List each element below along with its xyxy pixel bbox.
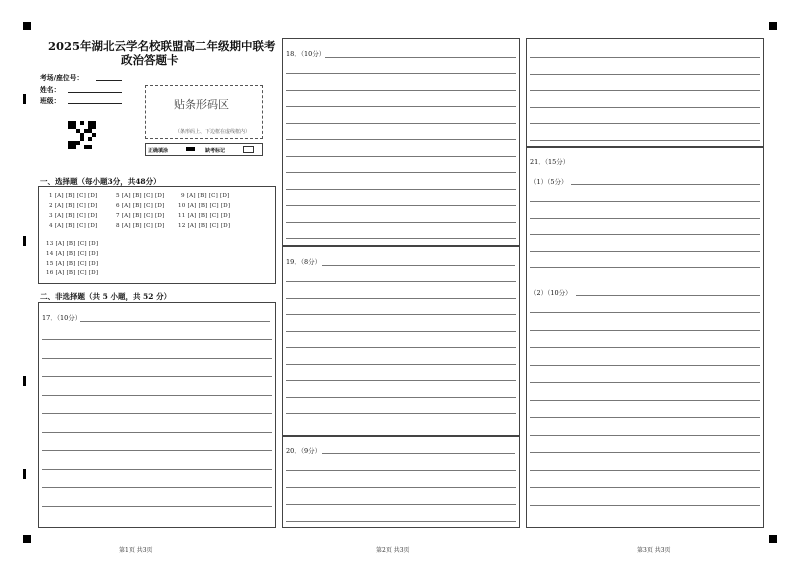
q19-answer-line[interactable] [286, 397, 516, 398]
q17-answer-line[interactable] [42, 506, 272, 507]
choice-row[interactable]: 7 [A] [B] [C] [D] [116, 213, 165, 219]
choice-row[interactable]: 10 [A] [B] [C] [D] [178, 203, 231, 209]
timing-mark [23, 376, 26, 386]
section2-title: 二、非选择题（共 5 小题，共 52 分） [40, 292, 172, 301]
barcode-note: （条形码上、下边框在虚线框内） [175, 129, 251, 135]
q21-part2-answer-line[interactable] [530, 505, 760, 506]
q17-answer-line[interactable] [42, 487, 272, 488]
choice-row[interactable]: 2 [A] [B] [C] [D] [49, 203, 98, 209]
answer-line[interactable] [530, 90, 760, 91]
timing-mark [23, 469, 26, 479]
q20-answer-line[interactable] [286, 470, 516, 471]
choice-row[interactable]: 3 [A] [B] [C] [D] [49, 213, 98, 219]
q20-continued-box[interactable] [526, 38, 764, 147]
q18-label: 18．（10分） [286, 50, 326, 58]
q18-answer-line[interactable] [286, 205, 516, 206]
q19-label: 19．（8分） [286, 258, 322, 266]
answer-line[interactable] [530, 57, 760, 58]
q19-answer-line[interactable] [286, 281, 516, 282]
q18-first-line[interactable] [325, 57, 516, 58]
q21-part1-label: （1）（5分） [530, 178, 568, 186]
corner-mark-top-left [23, 22, 31, 30]
choice-row[interactable]: 9 [A] [B] [C] [D] [181, 193, 230, 199]
q19-answer-box[interactable] [282, 246, 520, 436]
q21-part2-answer-line[interactable] [530, 365, 760, 366]
q20-answer-line[interactable] [286, 487, 516, 488]
q21-part2-answer-line[interactable] [530, 312, 760, 313]
q18-answer-line[interactable] [286, 106, 516, 107]
q19-answer-line[interactable] [286, 298, 516, 299]
q20-label: 20．（9分） [286, 447, 322, 455]
name-label: 姓名： [40, 86, 61, 94]
exam-room-field[interactable] [96, 80, 122, 81]
timing-mark [23, 94, 26, 104]
q21-part1-answer-line[interactable] [530, 201, 760, 202]
class-field[interactable] [68, 103, 122, 104]
answer-line[interactable] [530, 123, 760, 124]
q17-label: 17．（10分） [42, 314, 82, 322]
choice-row[interactable]: 4 [A] [B] [C] [D] [49, 223, 98, 229]
choice-row[interactable]: 11 [A] [B] [C] [D] [178, 213, 231, 219]
q19-first-line[interactable] [322, 265, 515, 266]
q17-answer-line[interactable] [42, 339, 272, 340]
q17-answer-line[interactable] [42, 358, 272, 359]
q21-part2-answer-line[interactable] [530, 347, 760, 348]
correct-fill-sample [186, 147, 195, 151]
q21-part2-answer-line[interactable] [530, 470, 760, 471]
q19-answer-line[interactable] [286, 314, 516, 315]
q18-answer-line[interactable] [286, 222, 516, 223]
q17-answer-line[interactable] [42, 413, 272, 414]
choice-row[interactable]: 6 [A] [B] [C] [D] [116, 203, 165, 209]
q17-first-line[interactable] [80, 321, 270, 322]
q17-answer-line[interactable] [42, 450, 272, 451]
q21-part2-answer-line[interactable] [530, 400, 760, 401]
corner-mark-bottom-right [769, 535, 777, 543]
q21-part2-answer-line[interactable] [530, 435, 760, 436]
corner-mark-top-right [769, 22, 777, 30]
page3-footer: 第3页 共3页 [637, 547, 671, 554]
q17-answer-line[interactable] [42, 432, 272, 433]
q19-answer-line[interactable] [286, 331, 516, 332]
answer-line[interactable] [530, 74, 760, 75]
answer-line[interactable] [530, 140, 760, 141]
q21-part2-answer-line[interactable] [530, 330, 760, 331]
q21-part2-answer-line[interactable] [530, 452, 760, 453]
class-label: 班级： [40, 97, 61, 105]
q18-answer-line[interactable] [286, 189, 516, 190]
missing-exam-checkbox[interactable] [243, 146, 254, 153]
q21-part1-answer-line[interactable] [530, 218, 760, 219]
missing-exam-label: 缺考标记 [205, 148, 226, 154]
choice-row[interactable]: 14 [A] [B] [C] [D] [46, 251, 99, 257]
q18-answer-box[interactable] [282, 38, 520, 246]
choice-row[interactable]: 13 [A] [B] [C] [D] [46, 241, 99, 247]
q21-part1-answer-line[interactable] [530, 267, 760, 268]
q18-answer-line[interactable] [286, 73, 516, 74]
q21-answer-box[interactable] [526, 147, 764, 528]
q21-part2-answer-line[interactable] [530, 382, 760, 383]
q17-answer-line[interactable] [42, 395, 272, 396]
q18-answer-line[interactable] [286, 172, 516, 173]
q20-answer-line[interactable] [286, 521, 516, 522]
section1-title: 一、选择题（每小题3分，共48分） [40, 177, 161, 186]
choice-row[interactable]: 1 [A] [B] [C] [D] [49, 193, 98, 199]
q19-answer-line[interactable] [286, 347, 516, 348]
q21-part2-first-line[interactable] [576, 295, 760, 296]
choice-row[interactable]: 15 [A] [B] [C] [D] [46, 261, 99, 267]
q19-answer-line[interactable] [286, 364, 516, 365]
q19-answer-line[interactable] [286, 413, 516, 414]
page-title: 2025年湖北云学名校联盟高二年级期中联考 [48, 39, 276, 53]
q21-label: 21．（15分） [530, 158, 570, 166]
corner-mark-bottom-left [23, 535, 31, 543]
q21-part2-answer-line[interactable] [530, 417, 760, 418]
q18-answer-line[interactable] [286, 156, 516, 157]
exam-room-label: 考场/座位号： [40, 74, 84, 82]
q21-part2-answer-line[interactable] [530, 487, 760, 488]
qr-code-icon [68, 121, 96, 149]
page2-footer: 第2页 共3页 [376, 547, 410, 554]
barcode-title: 贴条形码区 [174, 98, 229, 111]
q17-answer-line[interactable] [42, 376, 272, 377]
q18-answer-line[interactable] [286, 123, 516, 124]
q20-answer-line[interactable] [286, 504, 516, 505]
q20-first-line[interactable] [322, 453, 515, 454]
q21-part1-answer-line[interactable] [530, 251, 760, 252]
correct-fill-label: 正确填涂 [148, 148, 169, 154]
q21-part2-label: （2）（10分） [530, 289, 572, 297]
answer-line[interactable] [530, 107, 760, 108]
choice-row[interactable]: 16 [A] [B] [C] [D] [46, 270, 99, 276]
choice-row[interactable]: 5 [A] [B] [C] [D] [116, 193, 165, 199]
choice-row[interactable]: 8 [A] [B] [C] [D] [116, 223, 165, 229]
q17-answer-line[interactable] [42, 469, 272, 470]
q18-answer-line[interactable] [286, 139, 516, 140]
q19-answer-line[interactable] [286, 380, 516, 381]
q21-part1-first-line[interactable] [571, 184, 760, 185]
q17-answer-box[interactable] [38, 302, 276, 528]
q18-answer-line[interactable] [286, 238, 516, 239]
page-subtitle: 政治答题卡 [121, 53, 179, 67]
timing-mark [23, 236, 26, 246]
page1-footer: 第1页 共3页 [119, 547, 153, 554]
choice-row[interactable]: 12 [A] [B] [C] [D] [178, 223, 231, 229]
name-field[interactable] [68, 92, 122, 93]
q21-part1-answer-line[interactable] [530, 234, 760, 235]
q18-answer-line[interactable] [286, 90, 516, 91]
